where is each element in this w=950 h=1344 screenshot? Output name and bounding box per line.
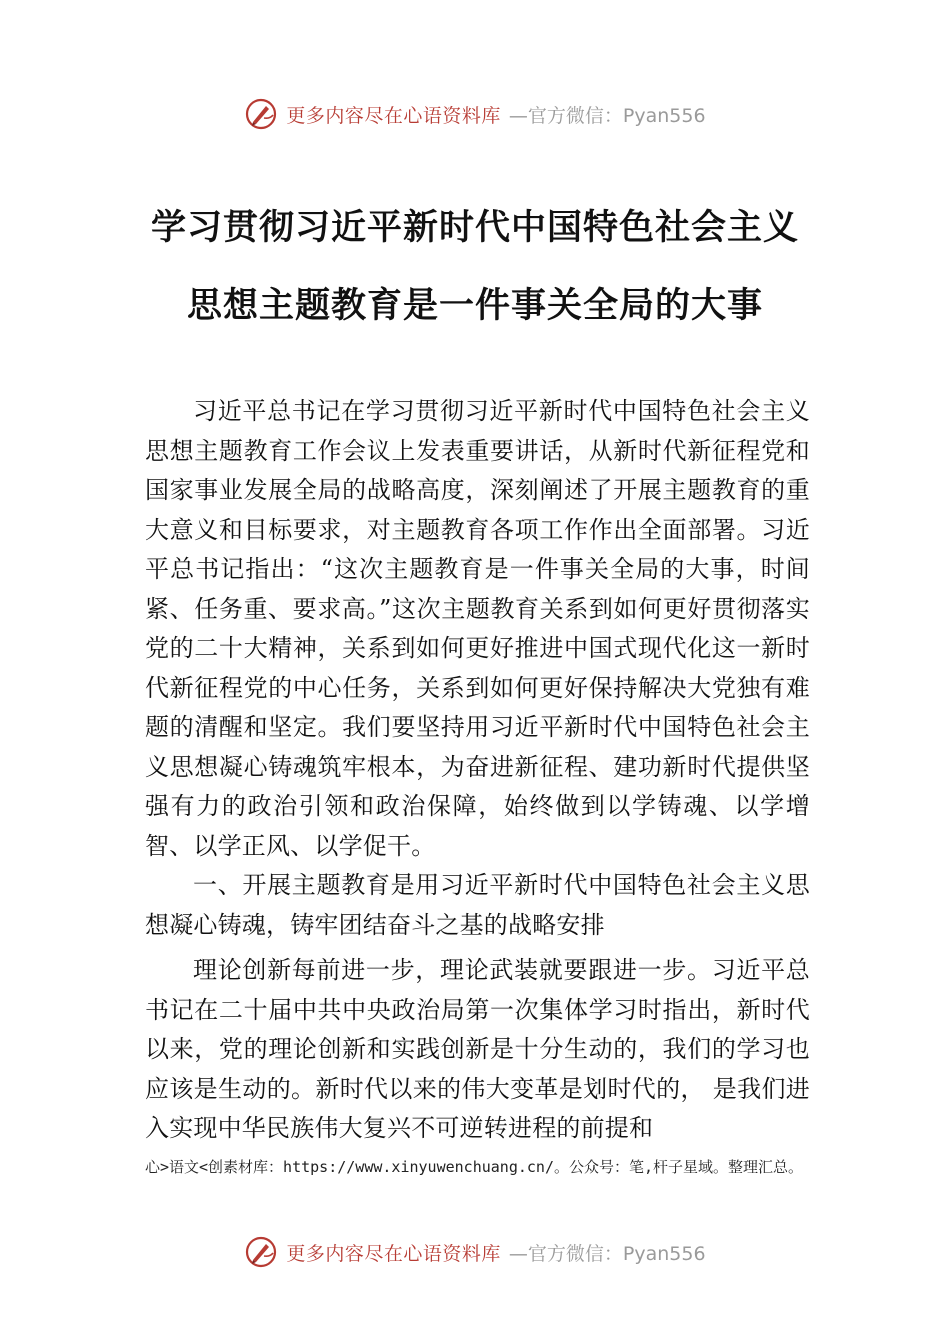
footer-wechat-text: —官方微信：Pyan556: [508, 1242, 706, 1265]
pen-circle-logo-icon: [244, 97, 278, 131]
footer-brand-text: 更多内容尽在心语资料库: [286, 1242, 501, 1265]
header-watermark: [0, 92, 950, 136]
body-paragraph-1: 习近平总书记在学习贯彻习近平新时代中国特色社会主义思想主题教育工作会议上发表重要讲话，从新时代新征程党和国家事业发展全局的战略高度，深刻阐述了开展主题教育的重大意义和目标要求，对主题教育各项工作作出全面部署。习近平总书记指出：“这次主题教育是一件事关全局的大事，时间紧、任务重、要求高。”这次主题教育关系到如何更好贯彻落实党的二十大精神，关系到如何更好推进中国式现代化这一新时代新征程党的中心任务，关系到如何更好保持解决大党独有难题的清醒和坚定。我们要坚持用习近平新时代中国特色社会主义思想凝心铸魂筑牢根本，为奋进新征程、建功新时代提供坚强有力的政治引领和政治保障，始终做到以学铸魂、以学增智、以学正风、以学促干。: [145, 397, 810, 860]
source-note: 心>语文<创素材库：https://www.xinyuwenchuang.cn/。公众号：笔,杆子星域。整理汇总。: [145, 1158, 804, 1176]
footer-watermark: [0, 1230, 950, 1274]
document-title-line-2: 思想主题教育是一件事关全局的大事: [186, 285, 763, 326]
header-wechat-text: —官方微信：Pyan556: [508, 104, 706, 127]
header-brand-text: 更多内容尽在心语资料库: [286, 104, 501, 127]
body-paragraph-2: 理论创新每前进一步，理论武装就要跟进一步。习近平总书记在二十届中共中央政治局第一次集体学习时指出，新时代以来，党的理论创新和实践创新是十分生动的，我们的学习也应该是生动的。新时代以来的伟大变革是划时代的， 是我们进入实现中华民族伟大复兴不可逆转进程的前提和: [145, 956, 810, 1142]
section-heading-1: 一、开展主题教育是用习近平新时代中国特色社会主义思想凝心铸魂，铸牢团结奋斗之基的战略安排: [145, 871, 810, 939]
document-title-line-1: 学习贯彻习近平新时代中国特色社会主义: [150, 207, 799, 248]
document-body: [145, 392, 810, 1149]
pen-circle-logo-icon: [244, 1235, 278, 1269]
